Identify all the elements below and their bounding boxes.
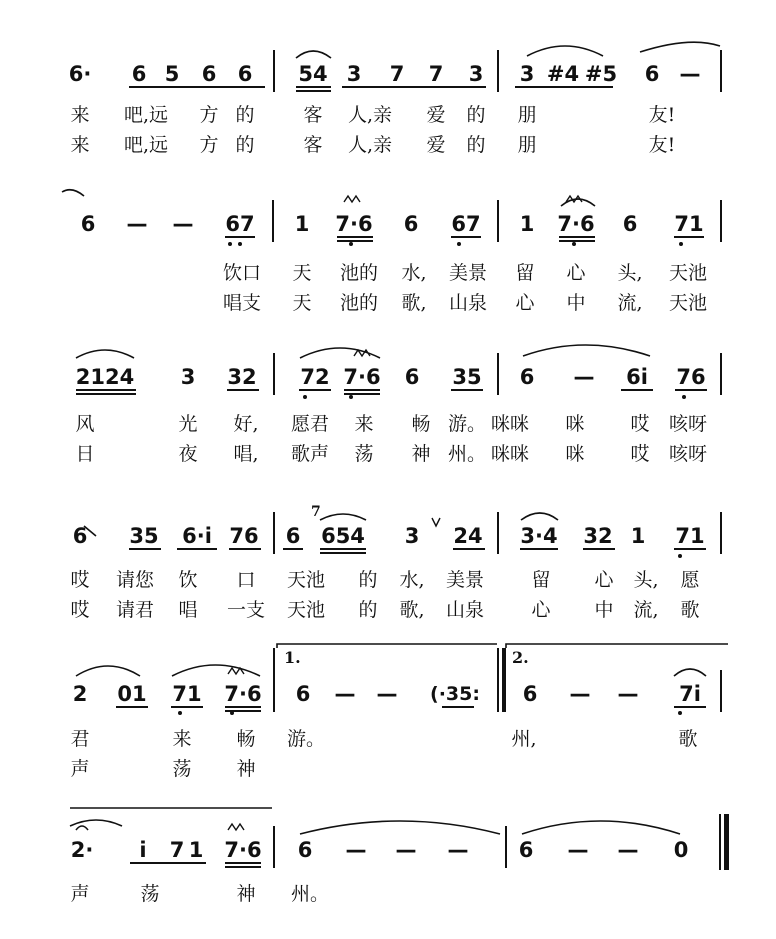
lyric-verse-2: 天 xyxy=(292,292,312,314)
note: 2 xyxy=(72,682,88,706)
note: 6·i xyxy=(182,524,212,548)
lyric-verse-2: 唱, xyxy=(233,443,259,465)
second-ending-label: 2. xyxy=(512,648,529,667)
lyric-verse-1: 好, xyxy=(233,413,259,435)
lyric-verse-1: 爱 xyxy=(426,104,446,126)
lyric-verse-1: 咪咪 xyxy=(490,413,530,435)
lyric-verse-2: 请君 xyxy=(115,599,155,621)
note: — xyxy=(126,212,148,236)
low-octave-dot xyxy=(679,242,683,246)
note: 7 xyxy=(169,838,185,862)
slur xyxy=(172,665,260,676)
lyric-verse-2: 唱支 xyxy=(222,292,262,314)
slur xyxy=(523,345,650,356)
note: 6 xyxy=(201,62,217,86)
lyric-verse-2: 夜 xyxy=(178,443,198,465)
lyric-verse-1: 天池 xyxy=(286,569,326,591)
note: 6 xyxy=(80,212,96,236)
lyric-verse-2: 歌 xyxy=(680,599,700,621)
lyric-verse-2: 山泉 xyxy=(445,599,485,621)
note: 6 xyxy=(237,62,253,86)
lyric-verse-1: 心 xyxy=(566,262,586,284)
lyric-verse-2: 歌声 xyxy=(290,443,330,465)
first-ending-label: 1. xyxy=(284,648,301,667)
note: 6 xyxy=(622,212,638,236)
low-octave-dot xyxy=(349,242,353,246)
note: 7·6 xyxy=(224,682,262,706)
lyric-verse-2: 心 xyxy=(531,599,551,621)
note: 6 xyxy=(522,682,538,706)
lyric-verse-2: 流, xyxy=(617,292,643,314)
lyric-verse-1: 水, xyxy=(399,569,425,591)
lyric-verse-1: 头, xyxy=(633,569,659,591)
first-ending-bracket xyxy=(277,644,497,648)
note: — xyxy=(334,682,356,706)
note: 1 xyxy=(630,524,646,548)
note: 6 xyxy=(295,682,311,706)
note: 32 xyxy=(227,365,257,389)
lyric-verse-2: 天池 xyxy=(668,292,708,314)
note: — xyxy=(573,365,595,389)
lyric-verse-1: 歌 xyxy=(678,728,698,750)
lyric-verse-1: 来 xyxy=(354,413,374,435)
lyric-verse-1: 来 xyxy=(70,104,90,126)
lyric-verse-2: 咪 xyxy=(565,443,585,465)
note: 6 xyxy=(404,365,420,389)
note: — xyxy=(447,838,469,862)
lyric-verse-1: 天 xyxy=(292,262,312,284)
lyric-verse-2: 咪咪 xyxy=(490,443,530,465)
lyric-verse-2: 天池 xyxy=(286,599,326,621)
note: 1 xyxy=(519,212,535,236)
note: 24 xyxy=(453,524,483,548)
lyric-verse-2: 声 xyxy=(70,758,90,780)
lyric-verse-2: 咳呀 xyxy=(668,443,708,465)
lyric-verse-1: 吧,远 xyxy=(123,104,169,126)
lyric-verse-1: 咪 xyxy=(565,413,585,435)
note: 6 xyxy=(644,62,660,86)
note: 35 xyxy=(452,365,482,389)
lyric-verse-1: 风 xyxy=(75,413,95,435)
lyric-verse-2: 歌, xyxy=(399,599,425,621)
note: 6 xyxy=(403,212,419,236)
slur xyxy=(76,350,134,358)
tie xyxy=(522,821,680,834)
lyric-verse-1: 的 xyxy=(235,104,255,126)
lyric-verse-1: 头, xyxy=(617,262,643,284)
lyric-verse-1: 神 xyxy=(236,883,256,905)
tie xyxy=(300,821,500,834)
note: 32 xyxy=(583,524,613,548)
note: 71 xyxy=(674,212,704,236)
lyric-verse-1: 游。 xyxy=(447,413,487,435)
fermata-arc xyxy=(76,826,88,830)
lyric-verse-1: 畅 xyxy=(411,413,431,435)
note: 1 xyxy=(294,212,310,236)
lyric-verse-1: 游。 xyxy=(286,728,326,750)
note: 3 xyxy=(346,62,362,86)
lyric-verse-1: 口 xyxy=(236,569,256,591)
lyric-verse-2: 方 xyxy=(199,134,219,156)
lyric-verse-2: 朋 xyxy=(517,134,537,156)
lyric-verse-1: 饮口 xyxy=(222,262,262,284)
low-octave-dot xyxy=(230,711,234,715)
note: 6 xyxy=(519,365,535,389)
note: — xyxy=(569,682,591,706)
note: (·35: xyxy=(430,683,480,705)
note: 2· xyxy=(70,838,94,862)
low-octave-dot xyxy=(349,395,353,399)
note: 01 xyxy=(117,682,147,706)
breath-mark xyxy=(432,518,440,526)
note: 35 xyxy=(129,524,159,548)
slur xyxy=(296,51,331,58)
low-octave-dot xyxy=(178,711,182,715)
note: 2124 xyxy=(75,365,135,389)
lyric-verse-2: 神 xyxy=(236,758,256,780)
lyric-verse-1: 州。 xyxy=(290,883,330,905)
lyric-verse-1: 来 xyxy=(172,728,192,750)
note: 3 xyxy=(468,62,484,86)
lyric-verse-1: 留 xyxy=(531,569,551,591)
lyric-verse-1: 水, xyxy=(401,262,427,284)
lyric-verse-1: 哎 xyxy=(630,413,650,435)
lyric-verse-1: 心 xyxy=(594,569,614,591)
lyric-verse-2: 的 xyxy=(466,134,486,156)
lyric-verse-1: 朋 xyxy=(517,104,537,126)
note: — xyxy=(617,682,639,706)
lyric-verse-1: 哎 xyxy=(70,569,90,591)
tie-end xyxy=(62,190,84,196)
tie-start xyxy=(640,42,720,52)
lyric-verse-2: 唱 xyxy=(178,599,198,621)
lyric-verse-2: 流, xyxy=(633,599,659,621)
second-ending-bracket xyxy=(506,644,728,648)
mordent xyxy=(344,196,360,202)
note: 6 xyxy=(72,524,88,548)
lyric-verse-2: 日 xyxy=(75,443,95,465)
low-octave-dot xyxy=(238,242,242,246)
note: — xyxy=(679,62,701,86)
note: 654 xyxy=(321,524,365,548)
lyric-verse-2: 心 xyxy=(515,292,535,314)
lyric-verse-2: 池的 xyxy=(339,292,379,314)
note: 67 xyxy=(451,212,481,236)
lyric-verse-1: 饮 xyxy=(178,569,198,591)
note: 76 xyxy=(229,524,259,548)
note: 6 xyxy=(285,524,301,548)
lyric-verse-1: 天池 xyxy=(668,262,708,284)
lyric-verse-2: 吧,远 xyxy=(123,134,169,156)
note: 3 xyxy=(404,524,420,548)
note: 6 xyxy=(297,838,313,862)
note: — xyxy=(617,838,639,862)
slur xyxy=(521,513,558,520)
mordent xyxy=(228,824,244,830)
lyric-verse-1: 咳呀 xyxy=(668,413,708,435)
note: i xyxy=(139,838,147,862)
note: 6· xyxy=(68,62,92,86)
note: 3 xyxy=(519,62,535,86)
slur xyxy=(70,820,122,826)
lyric-verse-2: 人,亲 xyxy=(347,134,393,156)
lyric-verse-2: 荡 xyxy=(354,443,374,465)
lyric-verse-2: 州。 xyxy=(447,443,487,465)
note: 7 xyxy=(389,62,405,86)
lyric-verse-2: 友! xyxy=(648,134,676,156)
lyric-verse-1: 留 xyxy=(515,262,535,284)
note: 6 xyxy=(518,838,534,862)
note: — xyxy=(567,838,589,862)
lyric-verse-2: 荡 xyxy=(172,758,192,780)
note: 67 xyxy=(225,212,255,236)
lyric-verse-1: 愿君 xyxy=(290,413,330,435)
lyric-verse-2: 爱 xyxy=(426,134,446,156)
note: 6 xyxy=(131,62,147,86)
lyric-verse-1: 美景 xyxy=(448,262,488,284)
note: 3·4 xyxy=(520,524,558,548)
glissando xyxy=(84,526,96,536)
lyric-verse-1: 请您 xyxy=(115,569,155,591)
note: 1 xyxy=(188,838,204,862)
low-octave-dot xyxy=(457,242,461,246)
lyric-verse-1: 池的 xyxy=(339,262,379,284)
note: 6i xyxy=(626,365,648,389)
low-octave-dot xyxy=(228,242,232,246)
slur xyxy=(320,514,366,520)
note: 71 xyxy=(172,682,202,706)
note: #5 xyxy=(584,62,618,86)
note: — xyxy=(376,682,398,706)
low-octave-dot xyxy=(678,554,682,558)
lyric-verse-1: 光 xyxy=(178,413,198,435)
note: — xyxy=(395,838,417,862)
note: 71 xyxy=(675,524,705,548)
note: 7 xyxy=(428,62,444,86)
lyric-verse-2: 的 xyxy=(358,599,378,621)
note: 54 xyxy=(298,62,328,86)
lyric-verse-1: 君 xyxy=(70,728,90,750)
lyric-verse-1: 声 xyxy=(70,883,90,905)
lyric-verse-1: 愿 xyxy=(680,569,700,591)
lyric-verse-2: 中 xyxy=(594,599,614,621)
lyric-verse-2: 来 xyxy=(70,134,90,156)
slur xyxy=(76,666,140,676)
lyric-verse-2: 哎 xyxy=(630,443,650,465)
lyric-verse-1: 的 xyxy=(358,569,378,591)
note: 72 xyxy=(300,365,330,389)
note: — xyxy=(345,838,367,862)
lyric-verse-2: 客 xyxy=(303,134,323,156)
note: 7·6 xyxy=(343,365,381,389)
lyric-verse-1: 人,亲 xyxy=(347,104,393,126)
lyric-verse-2: 哎 xyxy=(70,599,90,621)
slur xyxy=(527,46,603,56)
lyric-verse-1: 美景 xyxy=(445,569,485,591)
lyric-verse-1: 客 xyxy=(303,104,323,126)
note: 76 xyxy=(676,365,706,389)
note: 7i xyxy=(679,682,701,706)
low-octave-dot xyxy=(678,711,682,715)
lyric-verse-2: 神 xyxy=(411,443,431,465)
slur xyxy=(674,669,706,676)
lyric-verse-1: 州, xyxy=(511,728,537,750)
low-octave-dot xyxy=(572,242,576,246)
lyric-verse-1: 畅 xyxy=(236,728,256,750)
lyric-verse-2: 一支 xyxy=(226,599,266,621)
lyric-verse-1: 的 xyxy=(466,104,486,126)
note: 7·6 xyxy=(224,838,262,862)
note: #4 xyxy=(546,62,580,86)
slur xyxy=(561,199,595,206)
note: 0 xyxy=(673,838,689,862)
lyric-verse-1: 荡 xyxy=(140,883,160,905)
lyric-verse-2: 山泉 xyxy=(448,292,488,314)
note: 3 xyxy=(180,365,196,389)
lyric-verse-1: 方 xyxy=(199,104,219,126)
low-octave-dot xyxy=(682,395,686,399)
note: — xyxy=(172,212,194,236)
note: 7·6 xyxy=(335,212,373,236)
grace-note: 7 xyxy=(311,504,321,520)
lyric-verse-2: 中 xyxy=(566,292,586,314)
lyric-verse-2: 的 xyxy=(235,134,255,156)
low-octave-dot xyxy=(303,395,307,399)
lyric-verse-1: 友! xyxy=(648,104,676,126)
note: 5 xyxy=(164,62,180,86)
note: 7·6 xyxy=(557,212,595,236)
lyric-verse-2: 歌, xyxy=(401,292,427,314)
